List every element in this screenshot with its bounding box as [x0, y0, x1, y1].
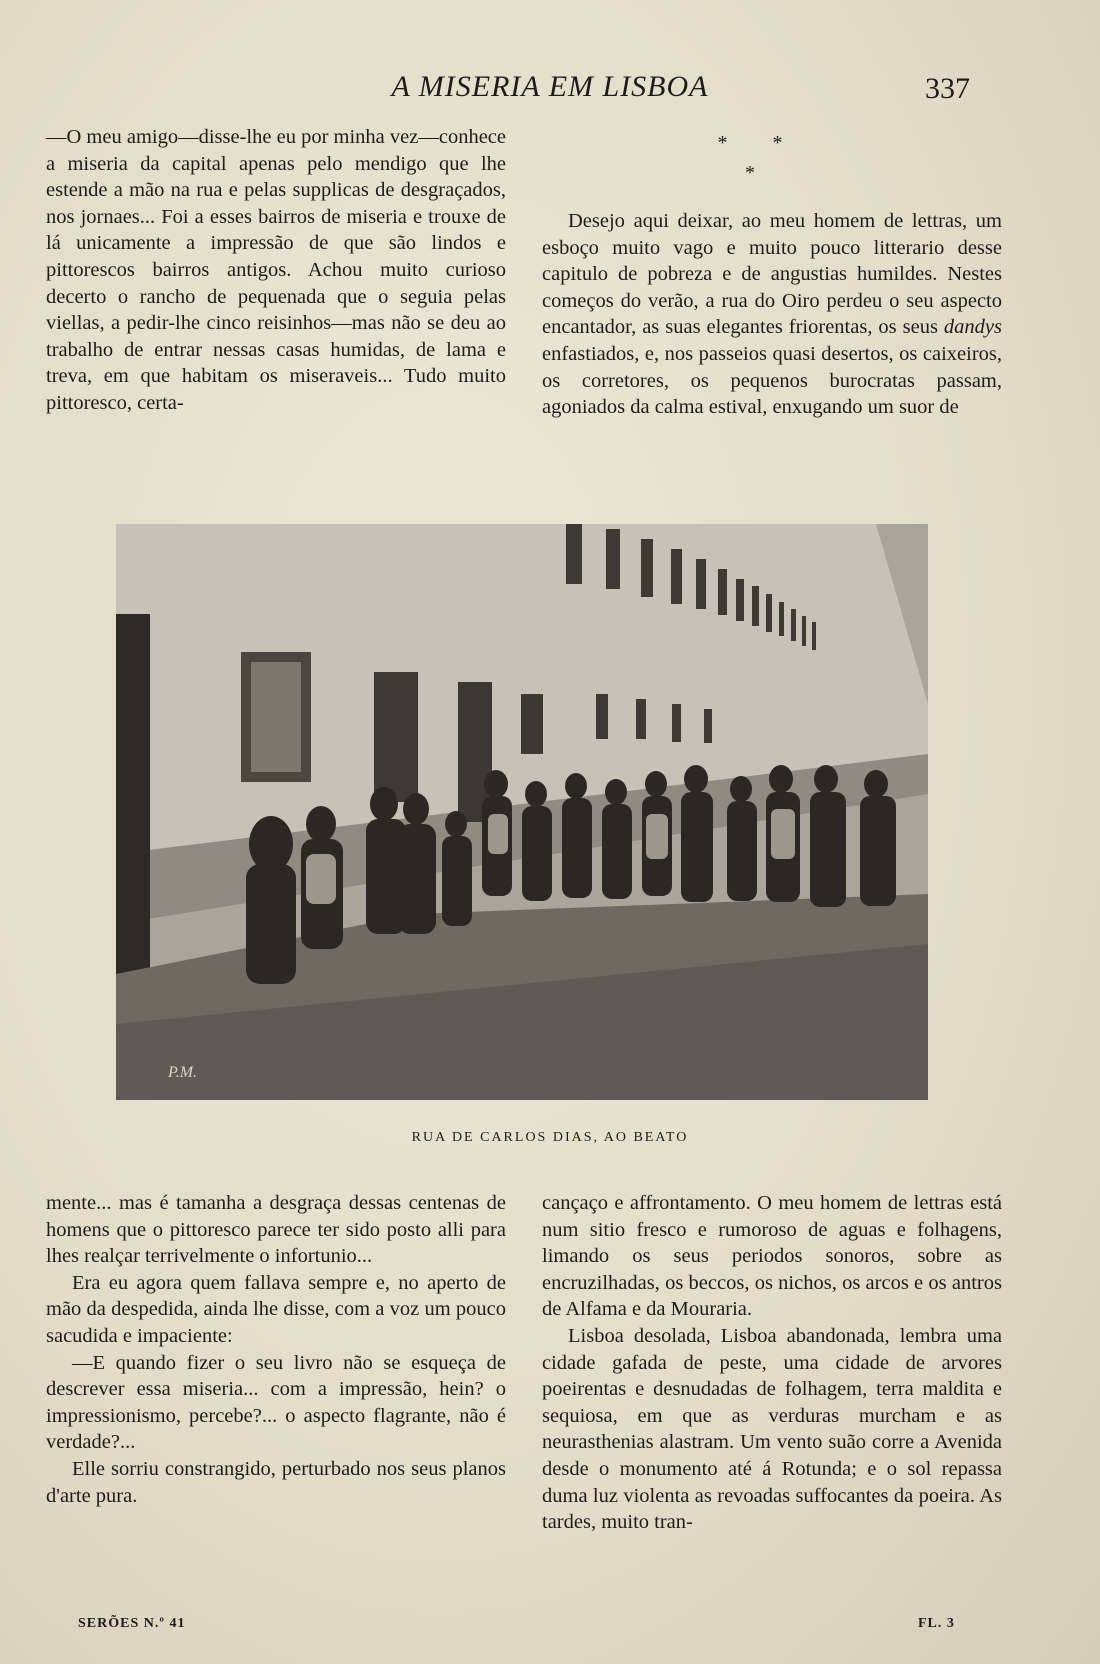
paragraph: Era eu agora quem fallava sempre e, no aperto de mão da despedida, ainda lhe disse, com a voz um pouco sacudida e impaciente:	[46, 1271, 506, 1347]
section-break-asterisks: * * *	[717, 132, 803, 184]
emphasis-text: dandys	[943, 316, 1002, 339]
photo-illustration	[116, 524, 928, 1100]
column-right-bottom	[542, 1190, 1002, 1536]
paragraph: —O meu amigo—disse-lhe eu por minha vez—conhece a miseria da capital apenas pelo mendigo que lhe estende a mão na rua e pelas supplicas de desgraçados, nos jornaes... Foi a esses bairros de miseria e trouxe de lá unicamente a impressão de que são lindos e pittorescos bairros antigos. Achou muito curioso decerto o rancho de pequenada que o seguia pelas viellas, a pedir-lhe cinco reisinhos—mas não se deu ao trabalho de entrar nessas casas humidas, de lama e treva, em que habitam os miseraveis... Tudo muito pittoresco, certa-	[46, 126, 506, 414]
street-photograph	[116, 524, 928, 1100]
paragraph	[542, 208, 1002, 421]
paragraph: cançaço e affrontamento. O meu homem de lettras está num sitio fresco e rumoroso de aguas e folhagens, limando os seus periodos sonoros, sobre as encruzilhadas, os beccos, os nichos, os arcos e os antros de Alfama e da Mouraria.	[542, 1192, 1002, 1321]
column-left-bottom	[46, 1190, 506, 1509]
column-right-top	[542, 208, 1002, 421]
running-title: A MISERIA EM LISBOA	[391, 70, 709, 103]
footer-issue: SERÕES N.º 41	[78, 1616, 186, 1631]
paragraph-text: enfastiados, e, nos passeios quasi desertos, os caixeiros, os corretores, os pequenos burocratas passam, agoniados da calma estival, enxugando um suor de	[542, 342, 1002, 419]
column-left-top	[46, 124, 506, 417]
paragraph-text: Desejo aqui deixar, ao meu homem de lettras, um esboço muito vago e muito pouco litterario desse capitulo de pobreza e de angustias humildes. Nestes começos do verão, a rua do Oiro perdeu o seu aspecto encantador, as suas elegantes friorentas, os seus	[542, 210, 1002, 339]
paragraph: —E quando fizer o seu livro não se esqueça de descrever essa miseria... com a impressão, hein? o impressionismo, percebe?... o aspecto flagrante, não é verdade?...	[46, 1351, 506, 1454]
photo-caption: RUA DE CARLOS DIAS, AO BEATO	[411, 1130, 689, 1145]
photographer-initials: P.M.	[168, 1064, 198, 1081]
footer-sheet: FL. 3	[918, 1616, 955, 1631]
page-number: 337	[925, 72, 970, 105]
paragraph: Lisboa desolada, Lisboa abandonada, lembra uma cidade gafada de peste, uma cidade de arvores poeirentas e desnudadas de folhagem, terra maldita e sequiosa, em que as verduras murcham e as neurasthenias alastram. Um vento suão corre a Avenida desde o monumento até á Rotunda; e o sol repassa duma luz violenta as revoadas suffocantes da poeira. As tardes, muito tran-	[542, 1324, 1002, 1534]
paragraph: Elle sorriu constrangido, perturbado nos seus planos d'arte pura.	[46, 1457, 506, 1507]
paragraph: mente... mas é tamanha a desgraça dessas centenas de homens que o pittoresco parece ter sido posto alli para lhes realçar terrivelmente o infortunio...	[46, 1192, 506, 1268]
